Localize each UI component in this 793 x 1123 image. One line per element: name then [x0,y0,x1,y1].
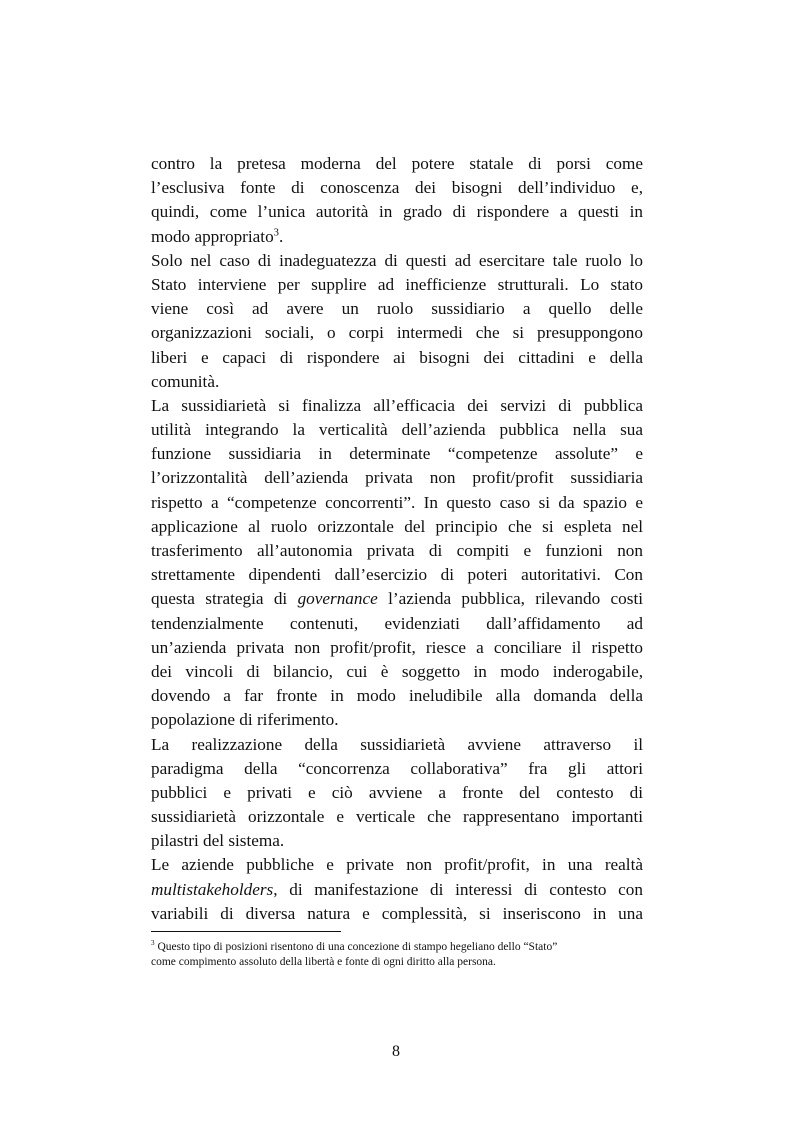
text-line: dei vincoli di bilancio, cui è soggetto in modo inderogabile, [151,661,643,681]
page-number: 8 [392,1043,400,1060]
text-line: pubblici e privati e ciò avviene a fronte del contesto di [151,782,643,802]
text-line: un’azienda privata non profit/profit, riesce a conciliare il rispetto [151,637,643,657]
footnote-line: come compimento assoluto della libertà e fonte di ogni diritto alla persona. [151,956,496,968]
text-line: La sussidiarietà si finalizza all’efficacia dei servizi di pubblica [151,395,643,415]
text-line: l’orizzontalità dell’azienda privata non profit/profit sussidiaria [151,468,643,488]
text-line: Solo nel caso di inadeguatezza di questi ad esercitare tale ruolo lo [151,250,643,270]
text-line: l’esclusiva fonte di conoscenza dei bisogni dell’individuo e, [151,178,643,198]
footnote-reference: 3 [273,226,279,238]
text-line: Le aziende pubbliche e private non profit/profit, in una realtà [151,855,643,875]
text-line: multistakeholders, di manifestazione di interessi di contesto con [151,879,643,899]
text-line: sussidiarietà orizzontale e verticale che rappresentano importanti [151,807,643,827]
text-line: applicazione al ruolo orizzontale del principio che si espleta nel [151,516,643,536]
text-line: Stato interviene per supplire ad inefficienze strutturali. Lo stato [151,274,643,294]
text-line: popolazione di riferimento. [151,710,339,730]
footnote [151,940,651,970]
text-line: dovendo a far fronte in modo ineludibile alla domanda della [151,686,643,706]
text-line: rispetto a “competenze concorrenti”. In questo caso si da spazio e [151,492,643,512]
text-line: questa strategia di governance l’azienda pubblica, rilevando costi [151,589,643,609]
text-line: La realizzazione della sussidiarietà avviene attraverso il [151,734,643,754]
text-line: tendenzialmente contenuti, evidenziati dall’affidamento ad [151,613,643,633]
footnote-mark: 3 [151,939,155,948]
text-line: funzione sussidiaria in determinate “competenze assolute” e [151,444,643,464]
italic-term: multistakeholders [151,879,274,899]
footnote-separator [151,931,341,932]
text-line: viene così ad avere un ruolo sussidiario a quello delle [151,299,643,319]
text-line: variabili di diversa natura e complessità, si inseriscono in una [151,903,643,923]
text-line: paradigma della “concorrenza collaborativa” fra gli attori [151,758,643,778]
text-line: contro la pretesa moderna del potere statale di porsi come [151,154,643,173]
text-line: modo appropriato$^3$. [151,226,284,246]
text-line: liberi e capaci di rispondere ai bisogni dei cittadini e della [151,347,643,367]
text-line: utilità integrando la verticalità dell’azienda pubblica nella sua [151,420,643,440]
text-line: organizzazioni sociali, o corpi intermedi che si presuppongono [151,323,643,343]
text-line: trasferimento all’autonomia privata di compiti e funzioni non [151,541,643,560]
text-line: comunità. [151,371,220,391]
text-line: pilastri del sistema. [151,831,285,851]
text-line: quindi, come l’unica autorità in grado di rispondere a questi in [151,202,643,222]
text-line: strettamente dipendenti dall’esercizio di poteri autoritativi. Con [151,565,643,585]
italic-term: governance [297,589,378,609]
footnote-line: $^3$ Questo tipo di posizioni risentono di una concezione di stampo hegeliano dello “Stato” [151,939,558,953]
body-text [151,152,643,926]
